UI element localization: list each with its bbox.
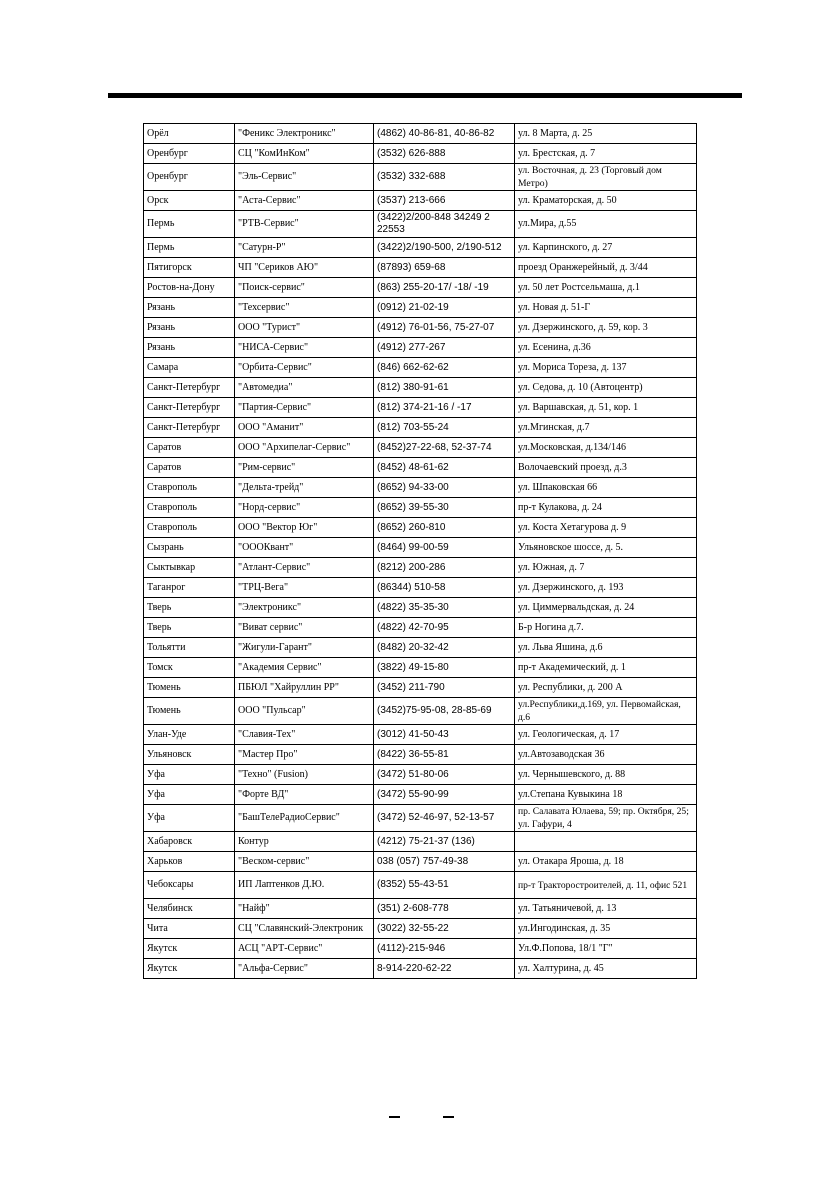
address-cell: ул. Мориса Тореза, д. 137 [515, 358, 697, 378]
address-cell: ул. Седова, д. 10 (Автоцентр) [515, 378, 697, 398]
city-cell: Харьков [144, 852, 235, 872]
address-cell: пр. Салавата Юлаева, 59; пр. Октября, 25; ул. Гафури, 4 [515, 805, 697, 832]
address-cell: ул.Московская, д.134/146 [515, 438, 697, 458]
phone-cell: (8452) 48-61-62 [374, 458, 515, 478]
city-cell: Томск [144, 658, 235, 678]
company-cell: ООО "Турист" [235, 318, 374, 338]
company-cell: СЦ "КомИнКом" [235, 144, 374, 164]
phone-cell: (812) 374-21-16 / -17 [374, 398, 515, 418]
company-cell: "ОООКвант" [235, 538, 374, 558]
city-cell: Хабаровск [144, 832, 235, 852]
phone-cell: (4912) 277-267 [374, 338, 515, 358]
table-row [144, 872, 697, 899]
city-cell: Ростов-на-Дону [144, 278, 235, 298]
city-cell: Чита [144, 919, 235, 939]
city-cell: Саратов [144, 458, 235, 478]
phone-cell: (3012) 41-50-43 [374, 725, 515, 745]
city-cell: Ставрополь [144, 478, 235, 498]
table-row [144, 698, 697, 725]
city-cell: Рязань [144, 338, 235, 358]
city-cell: Санкт-Петербург [144, 398, 235, 418]
city-cell: Ставрополь [144, 518, 235, 538]
company-cell: "Партия-Сервис" [235, 398, 374, 418]
table-row [144, 939, 697, 959]
city-cell: Санкт-Петербург [144, 378, 235, 398]
table-row [144, 458, 697, 478]
address-cell: ул. Шпаковская 66 [515, 478, 697, 498]
city-cell: Орёл [144, 124, 235, 144]
phone-cell: (86344) 510-58 [374, 578, 515, 598]
company-cell: ООО "Архипелаг-Сервис" [235, 438, 374, 458]
city-cell: Уфа [144, 785, 235, 805]
address-cell: ул. Геологическая, д. 17 [515, 725, 697, 745]
company-cell: ООО "Пульсар" [235, 698, 374, 725]
company-cell: Контур [235, 832, 374, 852]
phone-cell: (87893) 659-68 [374, 258, 515, 278]
phone-cell: (8652) 39-55-30 [374, 498, 515, 518]
phone-cell: (8652) 94-33-00 [374, 478, 515, 498]
address-cell: ул. Карпинского, д. 27 [515, 238, 697, 258]
city-cell: Оренбург [144, 164, 235, 191]
company-cell: "БашТелеРадиоСервис" [235, 805, 374, 832]
phone-cell: (4822) 42-70-95 [374, 618, 515, 638]
table-row [144, 638, 697, 658]
address-cell: ул.Ингодинская, д. 35 [515, 919, 697, 939]
phone-cell: (351) 2-608-778 [374, 899, 515, 919]
table-row [144, 725, 697, 745]
phone-cell: (3422)2/190-500, 2/190-512 [374, 238, 515, 258]
phone-cell: (0912) 21-02-19 [374, 298, 515, 318]
city-cell: Ульяновск [144, 745, 235, 765]
table-row [144, 959, 697, 979]
address-cell: пр-т Тракторостроителей, д. 11, офис 521 [515, 872, 697, 899]
address-cell: ул. Чернышевского, д. 88 [515, 765, 697, 785]
phone-cell: (863) 255-20-17/ -18/ -19 [374, 278, 515, 298]
table-row [144, 298, 697, 318]
company-cell: ООО "Вектор Юг" [235, 518, 374, 538]
table-row [144, 438, 697, 458]
city-cell: Пермь [144, 211, 235, 238]
address-cell: ул. Дзержинского, д. 193 [515, 578, 697, 598]
address-cell: ул. 8 Марта, д. 25 [515, 124, 697, 144]
company-cell: "НИСА-Сервис" [235, 338, 374, 358]
phone-cell: (8482) 20-32-42 [374, 638, 515, 658]
company-cell: "Веском-сервис" [235, 852, 374, 872]
phone-cell: (846) 662-62-62 [374, 358, 515, 378]
phone-cell: 8-914-220-62-22 [374, 959, 515, 979]
table-row [144, 852, 697, 872]
company-cell: СЦ "Славянский-Электроник [235, 919, 374, 939]
company-cell: "Академия Сервис" [235, 658, 374, 678]
company-cell: "Норд-сервис" [235, 498, 374, 518]
city-cell: Уфа [144, 765, 235, 785]
city-cell: Сыктывкар [144, 558, 235, 578]
table-row [144, 378, 697, 398]
company-cell: "Феникс Электроникс" [235, 124, 374, 144]
address-cell: ул. Южная, д. 7 [515, 558, 697, 578]
phone-cell: (3452)75-95-08, 28-85-69 [374, 698, 515, 725]
table-row [144, 558, 697, 578]
company-cell: "Техсервис" [235, 298, 374, 318]
company-cell: "Аста-Сервис" [235, 191, 374, 211]
address-cell: ул. Краматорская, д. 50 [515, 191, 697, 211]
table-row [144, 124, 697, 144]
phone-cell: 038 (057) 757-49-38 [374, 852, 515, 872]
address-cell: Ульяновское шоссе, д. 5. [515, 538, 697, 558]
table-row [144, 358, 697, 378]
table-row [144, 919, 697, 939]
phone-cell: (3472) 52-46-97, 52-13-57 [374, 805, 515, 832]
phone-cell: (8464) 99-00-59 [374, 538, 515, 558]
city-cell: Тюмень [144, 698, 235, 725]
table-row [144, 598, 697, 618]
table-row [144, 258, 697, 278]
city-cell: Пермь [144, 238, 235, 258]
address-cell: проезд Оранжерейный, д. 3/44 [515, 258, 697, 278]
address-cell: ул. Есенина, д.36 [515, 338, 697, 358]
city-cell: Ставрополь [144, 498, 235, 518]
address-cell: ул. Новая д. 51-Г [515, 298, 697, 318]
address-cell: ул. Республики, д. 200 А [515, 678, 697, 698]
company-cell: ООО "Аманит" [235, 418, 374, 438]
company-cell: ПБЮЛ "Хайруллин РР" [235, 678, 374, 698]
phone-cell: (3472) 55-90-99 [374, 785, 515, 805]
address-cell: ул. Отакара Яроша, д. 18 [515, 852, 697, 872]
page-number-mark [389, 1116, 400, 1118]
company-cell: ИП Лаптенков Д.Ю. [235, 872, 374, 899]
company-cell: "Орбита-Сервис" [235, 358, 374, 378]
company-cell: "Автомедиа" [235, 378, 374, 398]
city-cell: Самара [144, 358, 235, 378]
address-cell: Б-р Ногина д.7. [515, 618, 697, 638]
table-row [144, 318, 697, 338]
table-row [144, 785, 697, 805]
table-row [144, 745, 697, 765]
city-cell: Тверь [144, 598, 235, 618]
city-cell: Рязань [144, 318, 235, 338]
phone-cell: (3022) 32-55-22 [374, 919, 515, 939]
table-row [144, 238, 697, 258]
phone-cell: (3472) 51-80-06 [374, 765, 515, 785]
address-cell: ул.Автозаводская 36 [515, 745, 697, 765]
table-row [144, 498, 697, 518]
address-cell: ул. Варшавская, д. 51, кор. 1 [515, 398, 697, 418]
address-cell: ул.Мира, д.55 [515, 211, 697, 238]
phone-cell: (8452)27-22-68, 52-37-74 [374, 438, 515, 458]
company-cell: "Атлант-Сервис" [235, 558, 374, 578]
phone-cell: (3537) 213-666 [374, 191, 515, 211]
phone-cell: (3452) 211-790 [374, 678, 515, 698]
city-cell: Уфа [144, 805, 235, 832]
table-row [144, 538, 697, 558]
address-cell: ул. Циммервальдская, д. 24 [515, 598, 697, 618]
table-row [144, 211, 697, 238]
city-cell: Саратов [144, 438, 235, 458]
company-cell: "Рим-сервис" [235, 458, 374, 478]
address-cell: ул. Халтурина, д. 45 [515, 959, 697, 979]
page-number-mark [443, 1116, 454, 1118]
company-cell: "Эль-Сервис" [235, 164, 374, 191]
table-row [144, 144, 697, 164]
company-cell: "Поиск-сервис" [235, 278, 374, 298]
table-row [144, 678, 697, 698]
company-cell: "Славия-Тех" [235, 725, 374, 745]
phone-cell: (3422)2/200-848 34249 2 22553 [374, 211, 515, 238]
company-cell: "Мастер Про" [235, 745, 374, 765]
city-cell: Якутск [144, 939, 235, 959]
phone-cell: (8652) 260-810 [374, 518, 515, 538]
phone-cell: (8212) 200-286 [374, 558, 515, 578]
table-row [144, 832, 697, 852]
table-row [144, 578, 697, 598]
phone-cell: (812) 380-91-61 [374, 378, 515, 398]
table-row [144, 518, 697, 538]
company-cell: АСЦ "АРТ-Сервис" [235, 939, 374, 959]
city-cell: Якутск [144, 959, 235, 979]
address-cell: ул. Дзержинского, д. 59, кор. 3 [515, 318, 697, 338]
table-row [144, 618, 697, 638]
city-cell: Челябинск [144, 899, 235, 919]
table-row [144, 398, 697, 418]
city-cell: Санкт-Петербург [144, 418, 235, 438]
table-row [144, 338, 697, 358]
address-cell: ул. Татьяничевой, д. 13 [515, 899, 697, 919]
phone-cell: (8422) 36-55-81 [374, 745, 515, 765]
phone-cell: (4112)-215-946 [374, 939, 515, 959]
city-cell: Улан-Уде [144, 725, 235, 745]
address-cell: Ул.Ф.Попова, 18/1 "Г" [515, 939, 697, 959]
city-cell: Чебоксары [144, 872, 235, 899]
address-cell: ул. Льва Яшина, д.6 [515, 638, 697, 658]
phone-cell: (4912) 76-01-56, 75-27-07 [374, 318, 515, 338]
company-cell: "Жигули-Гарант" [235, 638, 374, 658]
phone-cell: (3822) 49-15-80 [374, 658, 515, 678]
table-row [144, 478, 697, 498]
city-cell: Пятигорск [144, 258, 235, 278]
company-cell: ЧП "Сериков АЮ" [235, 258, 374, 278]
address-cell: ул. Коста Хетагурова д. 9 [515, 518, 697, 538]
table-row [144, 418, 697, 438]
phone-cell: (812) 703-55-24 [374, 418, 515, 438]
table-row [144, 658, 697, 678]
city-cell: Оренбург [144, 144, 235, 164]
phone-cell: (4822) 35-35-30 [374, 598, 515, 618]
phone-cell: (8352) 55-43-51 [374, 872, 515, 899]
city-cell: Орск [144, 191, 235, 211]
company-cell: "ТРЦ-Вега" [235, 578, 374, 598]
address-cell: ул.Республики,д.169, ул. Первомайская, д.6 [515, 698, 697, 725]
address-cell: ул. 50 лет Ростсельмаша, д.1 [515, 278, 697, 298]
city-cell: Сызрань [144, 538, 235, 558]
phone-cell: (3532) 626-888 [374, 144, 515, 164]
address-cell: пр-т Академический, д. 1 [515, 658, 697, 678]
address-cell: ул.Мгинская, д.7 [515, 418, 697, 438]
table-row [144, 278, 697, 298]
service-centers-table [143, 123, 697, 979]
table-row [144, 765, 697, 785]
company-cell: "Форте ВД" [235, 785, 374, 805]
company-cell: "РТВ-Сервис" [235, 211, 374, 238]
address-cell: пр-т Кулакова, д. 24 [515, 498, 697, 518]
header-rule [108, 93, 742, 98]
table-row [144, 899, 697, 919]
company-cell: "Техно" (Fusion) [235, 765, 374, 785]
company-cell: "Сатурн-Р" [235, 238, 374, 258]
city-cell: Тверь [144, 618, 235, 638]
table-row [144, 191, 697, 211]
company-cell: "Альфа-Сервис" [235, 959, 374, 979]
address-cell: ул. Восточная, д. 23 (Торговый дом Метро) [515, 164, 697, 191]
company-cell: "Электроникс" [235, 598, 374, 618]
address-cell: ул. Брестская, д. 7 [515, 144, 697, 164]
city-cell: Таганрог [144, 578, 235, 598]
company-cell: "Найф" [235, 899, 374, 919]
table-row [144, 805, 697, 832]
city-cell: Рязань [144, 298, 235, 318]
phone-cell: (3532) 332-688 [374, 164, 515, 191]
table-row [144, 164, 697, 191]
phone-cell: (4862) 40-86-81, 40-86-82 [374, 124, 515, 144]
company-cell: "Дельта-трейд" [235, 478, 374, 498]
address-cell: Волочаевский проезд, д.3 [515, 458, 697, 478]
company-cell: "Виват сервис" [235, 618, 374, 638]
address-cell: ул.Степана Кувыкина 18 [515, 785, 697, 805]
address-cell [515, 832, 697, 852]
phone-cell: (4212) 75-21-37 (136) [374, 832, 515, 852]
city-cell: Тольятти [144, 638, 235, 658]
city-cell: Тюмень [144, 678, 235, 698]
